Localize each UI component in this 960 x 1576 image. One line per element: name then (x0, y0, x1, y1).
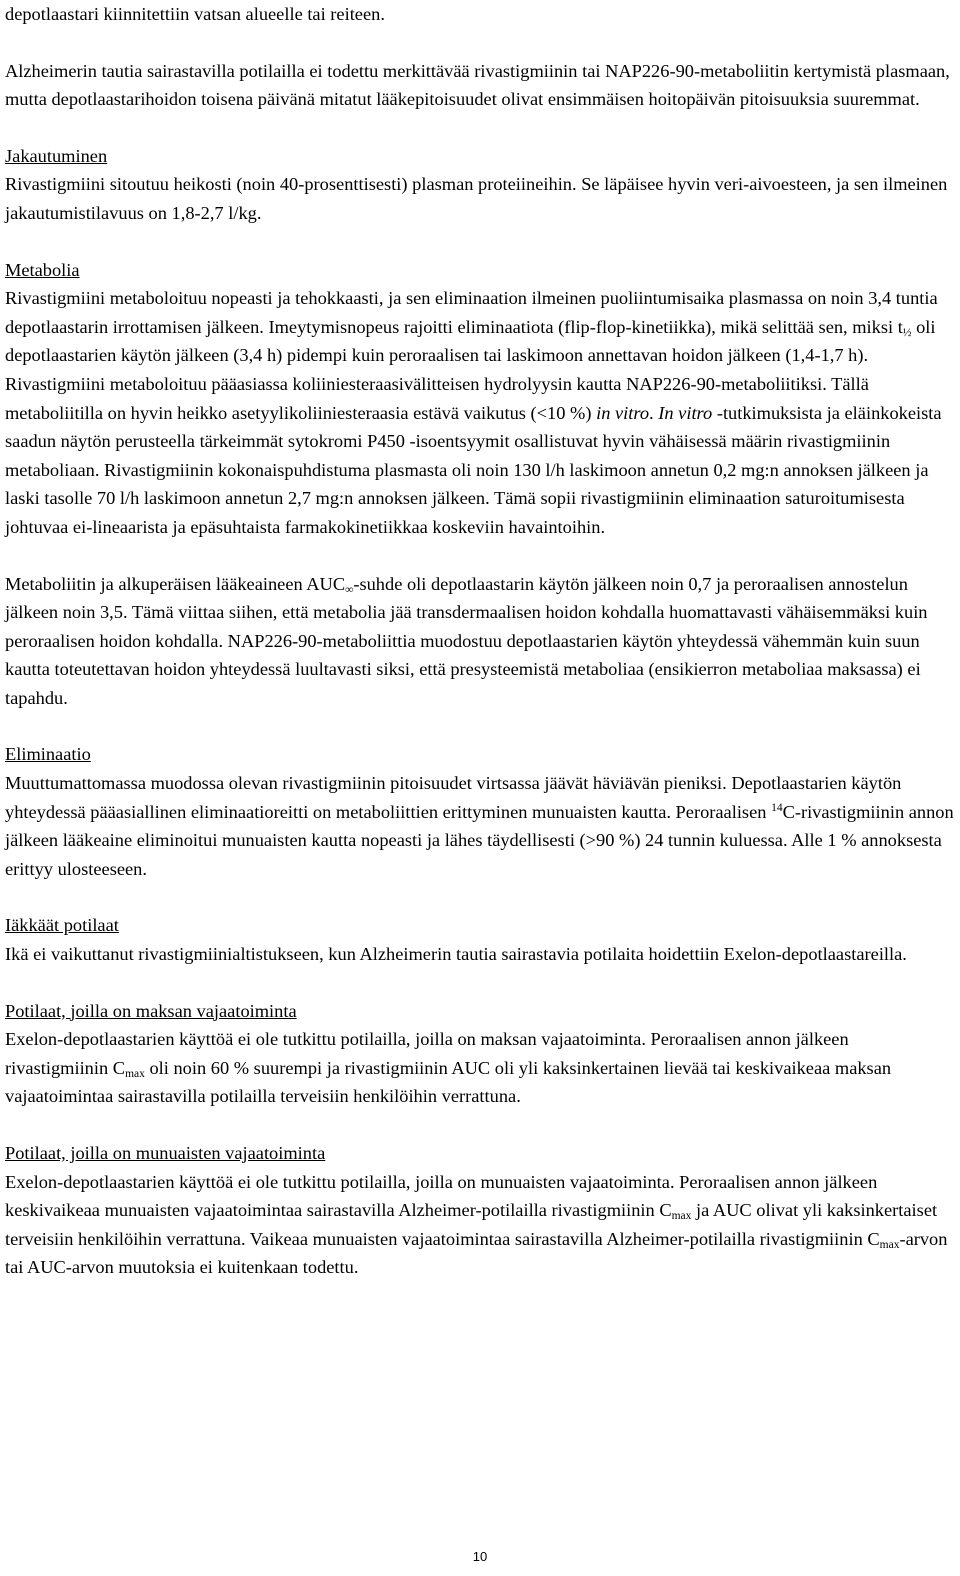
paragraph: Muuttumattomassa muodossa olevan rivastigmiinin pitoisuudet virtsassa jäävät häviävän pieniksi. Depotlaastarien käytön yhteydessä pääasiallinen eliminaatioreitti on metaboliittien erittyminen munuaisten kautta. Peroraalisen $^{14}$C-rivastigmiinin annon jälkeen lääkeaine eliminoitui munuaisten kautta nopeasti ja lähes täydellisesti (>90 %) 24 tunnin kuluessa. Alle 1 % annoksesta erittyy ulosteeseen. (5, 773, 954, 879)
paragraph: Exelon-depotlaastarien käyttöä ei ole tutkittu potilailla, joilla on munuaisten vajaatoiminta. Peroraalisen annon jälkeen keskivaikeaa munuaisten vajaatoimintaa sairastavilla Alzheimer-potilailla rivastigmiinin $C_{max}$ ja AUC olivat yli kaksinkertaiset terveisiin henkilöihin verrattuna. Vaikeaa munuaisten vajaatoimintaa sairastavilla Alzheimer-potilailla rivastigmiinin $C_{max}$-arvon tai AUC-arvon muutoksia ei kuitenkaan todettu. (5, 1171, 948, 1278)
paragraph: Exelon-depotlaastarien käyttöä ei ole tutkittu potilailla, joilla on maksan vajaatoiminta. Peroraalisen annon jälkeen rivastigmiinin $C_{max}$ oli noin 60 % suurempi ja rivastigmiinin AUC oli yli kaksinkertainen lievää tai keskivaikeaa maksan vajaatoimintaa sairastavilla potilailla terveisiin henkilöihin verrattuna. (5, 1029, 892, 1107)
page-number: 10 (472, 1549, 488, 1564)
paragraph: Rivastigmiini sitoutuu heikosti (noin 40-prosenttisesti) plasman proteiineihin. Se läpäisee hyvin veri-aivoesteen, ja sen ilmeinen jakautumistilavuus on 1,8-2,7 l/kg. (5, 174, 948, 223)
section-heading-jakautuminen: Jakautuminen (5, 145, 108, 166)
paragraph: Metaboliitin ja alkuperäisen lääkeaineen $AUC_\infty$-suhde oli depotlaastarin käytön jälkeen noin 0,7 ja peroraalisen annostelun jälkeen noin 3,5. Tämä viittaa siihen, että metabolia jää transdermaalisen hoidon kohdalla huomattavasti vähäisemmäksi kuin peroraalisen hoidon kohdalla. NAP226-90-metaboliittia muodostuu depotlaastarien käytön yhteydessä vähemmän kuin suun kautta toteutettavan hoidon yhteydessä luultavasti siksi, että presysteemistä metaboliaa (ensikierron metaboliaa maksassa) ei tapahdu. (5, 573, 928, 708)
section-heading-metabolia: Metabolia (5, 259, 80, 280)
section-heading-maksa: Potilaat, joilla on maksan vajaatoiminta (5, 1000, 297, 1021)
paragraph: Alzheimerin tautia sairastavilla potilailla ei todettu merkittävää rivastigmiinin tai NAP226-90-metaboliitin kertymistä plasmaan, mutta depotlaastarihoidon toisena päivänä mitatut lääkepitoisuudet olivat ensimmäisen hoitopäivän pitoisuuksia suuremmat. (5, 60, 950, 110)
document-page (5, 0, 955, 1282)
paragraph: Ikä ei vaikuttanut rivastigmiinialtistukseen, kun Alzheimerin tautia sairastavia potilaita hoidettiin Exelon-depotlaastareilla. (5, 944, 907, 965)
section-heading-munuainen: Potilaat, joilla on munuaisten vajaatoiminta (5, 1143, 326, 1163)
section-heading-iakkaat: Iäkkäät potilaat (5, 915, 119, 936)
section-heading-eliminaatio: Eliminaatio (5, 744, 91, 765)
continued-text: depotlaastari kiinnitettiin vatsan alueelle tai reiteen. (5, 4, 385, 24)
paragraph: Rivastigmiini metaboloituu nopeasti ja tehokkaasti, ja sen eliminaation ilmeinen puoliintumisaika plasmassa on noin 3,4 tuntia depotlaastarin irrottamisen jälkeen. Imeytymisnopeus rajoitti eliminaatiota (flip-flop-kinetiikka), mikä selittää sen, miksi $t_{\frac{1}{2}}$ oli depotlaastarien käytön jälkeen (3,4 h) pidempi kuin peroraalisen tai laskimoon annettavan hoidon jälkeen (1,4-1,7 h). Rivastigmiini metaboloituu pääasiassa koliiniesteraasivälitteisen hydrolyysin kautta NAP226-90-metaboliitiksi. Tällä metaboliitilla on hyvin heikko asetyylikoliiniesteraasia estävä vaikutus (<10 %) in vitro. In vitro -tutkimuksista ja eläinkokeista saadun näytön perusteella tärkeimmät sytokromi P450 -isoentsyymit osallistuvat hyvin vähäisessä määrin rivastigmiinin metaboliaan. Rivastigmiinin kokonaispuhdistuma plasmasta oli noin 130 l/h laskimoon annetun 0,2 mg:n annoksen jälkeen ja laski tasolle 70 l/h laskimoon annetun 2,7 mg:n annoksen jälkeen. Tämä sopii rivastigmiinin eliminaation saturoitumisesta johtuvaa ei-lineaarista ja epäsuhtaista farmakokinetiikkaa koskeviin havaintoihin. (5, 288, 942, 537)
